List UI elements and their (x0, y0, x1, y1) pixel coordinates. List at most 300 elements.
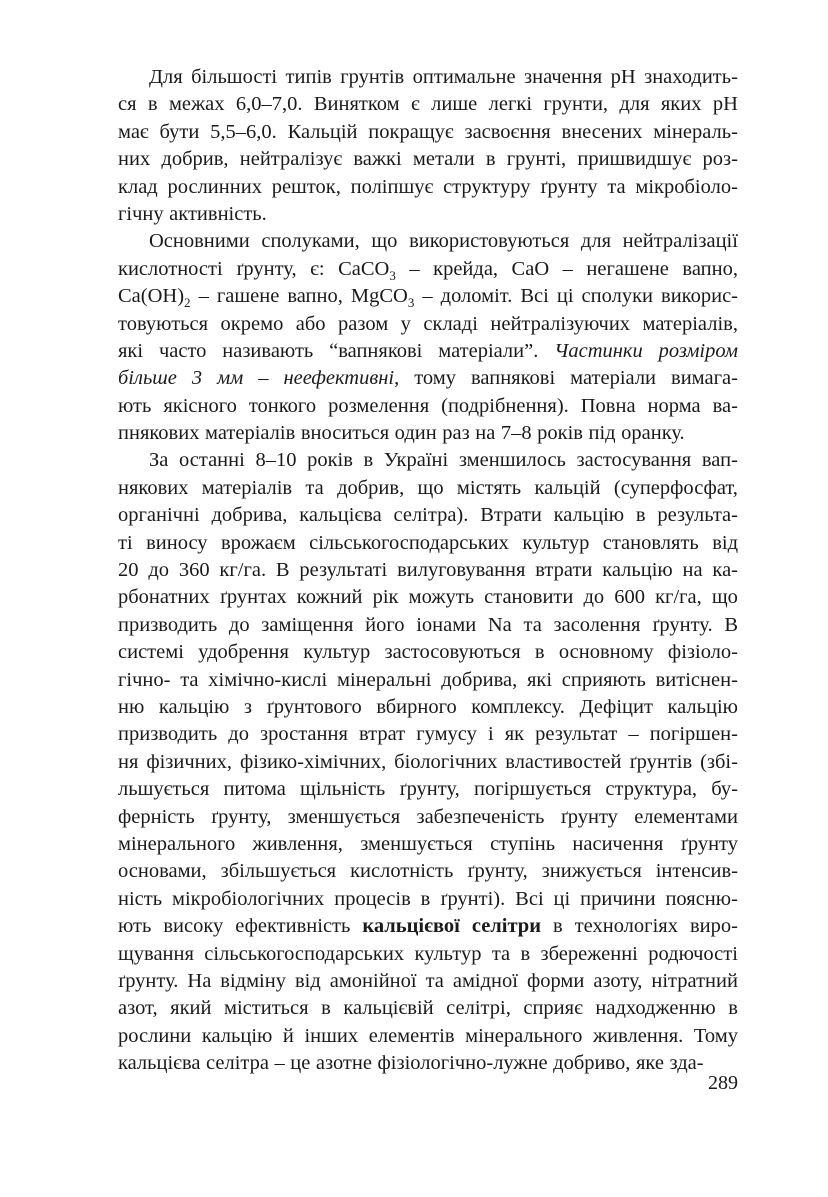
word: засвоєння (464, 120, 551, 143)
word: 20 (118, 559, 139, 582)
word: елементами (634, 805, 738, 828)
word: Повна (580, 394, 636, 417)
word: рослинних (167, 175, 262, 198)
word: тому (414, 367, 457, 390)
word: фізіоло- (667, 641, 738, 664)
word: у (400, 312, 411, 335)
text-line (118, 338, 738, 365)
word: кислотність (350, 860, 454, 883)
word: забезпеченість (416, 805, 545, 828)
text-line (118, 557, 738, 584)
word: (подрібнення). (441, 394, 569, 417)
text-line (118, 968, 738, 995)
word: ють (118, 915, 152, 938)
page-number: 289 (708, 1072, 738, 1094)
word: основами, (118, 860, 207, 883)
word: поясню- (665, 887, 738, 910)
word: сполуками, (261, 230, 360, 253)
word: мінеральні (336, 668, 432, 691)
word: оранку. (621, 422, 685, 445)
word: виносу (146, 531, 208, 554)
word: в (363, 449, 374, 472)
word: 6,0–7,0. (235, 93, 303, 116)
text-line (118, 776, 738, 803)
word: ність (118, 887, 163, 910)
word: це (290, 1052, 311, 1075)
word: які (118, 339, 144, 362)
word: культур (414, 942, 482, 965)
word: більше (118, 367, 177, 390)
word: ці (556, 285, 574, 308)
word: ефективність (235, 915, 351, 938)
word: pH (712, 93, 738, 116)
word: мінерального (465, 1024, 583, 1047)
text-line (118, 804, 738, 831)
word: призводить (118, 613, 218, 636)
word: Для (149, 66, 183, 88)
word: MgCO$_3$ (350, 285, 415, 311)
word: активність. (169, 202, 267, 225)
word: 7–8 (500, 422, 532, 445)
word: грунтів (340, 66, 405, 88)
text-line (118, 995, 738, 1022)
word: добрива, (211, 504, 288, 527)
word: результа- (657, 504, 738, 527)
word: Всі (515, 887, 544, 910)
word: важкі (353, 148, 402, 171)
word: оптимальне (412, 66, 516, 88)
word: ґрунтів (629, 750, 693, 773)
word: решток, (271, 175, 341, 198)
word: роз- (702, 148, 738, 171)
word: в (321, 997, 331, 1020)
word: сприяє (523, 997, 583, 1020)
word: кальцію (158, 695, 230, 718)
word: сільськогосподарських (309, 531, 509, 554)
word: В (275, 559, 290, 582)
word: зменшується (360, 832, 473, 855)
word: значення (524, 66, 603, 88)
word: крейда, (433, 257, 499, 280)
word: CaO (511, 257, 550, 280)
word: легкі (488, 93, 533, 116)
word: результаті (299, 559, 388, 582)
text-line (118, 64, 738, 91)
word: біологічних (394, 750, 498, 773)
word: Україні (383, 449, 449, 472)
word: має (118, 120, 149, 143)
word: останні (179, 449, 245, 472)
word: від (294, 969, 321, 992)
word: до (228, 723, 249, 746)
word: вимага- (671, 367, 738, 390)
paragraph (118, 228, 738, 447)
word: 360 (178, 559, 210, 582)
word: амідної (452, 969, 518, 992)
word: пришвидшує (577, 148, 692, 171)
word: ґрунту (540, 175, 598, 198)
word: 600 (614, 586, 645, 609)
word: його (365, 613, 405, 636)
word: збереженні (540, 942, 638, 965)
word: до (148, 559, 169, 582)
word: процесів (334, 887, 411, 910)
text-line (118, 502, 738, 529)
word: вапнякові (471, 367, 556, 390)
word: в (534, 641, 545, 664)
word: та (523, 613, 542, 636)
word: ґрунті). (440, 887, 506, 910)
word: витіснен- (655, 668, 738, 691)
word: зменшилось (458, 449, 566, 472)
word: викорис- (661, 285, 738, 308)
text-line (118, 941, 738, 968)
text-line (118, 1023, 738, 1050)
word: технологіях (574, 915, 678, 938)
word: зда- (669, 1052, 704, 1075)
word: й (282, 1024, 294, 1047)
word: родючості (648, 942, 738, 965)
word: ню (118, 695, 145, 718)
word: Тому (693, 1024, 738, 1047)
word: 8–10 (255, 449, 297, 472)
word: 3 (191, 367, 203, 390)
word: ґрунтах (219, 586, 287, 609)
word: для (619, 93, 650, 116)
word: ють (118, 394, 152, 417)
word: відміну (220, 969, 286, 992)
word: нейтралізації (622, 230, 738, 253)
word: кг/га, (655, 586, 702, 609)
word: гумусу (416, 723, 477, 746)
word: ці (553, 887, 571, 910)
word: кислотності (118, 257, 223, 280)
word: культур (522, 531, 590, 554)
word: доломіт. (440, 285, 513, 308)
word: та (425, 969, 444, 992)
word: кальцію (201, 1024, 273, 1047)
text-line (118, 201, 738, 228)
word: та (305, 476, 324, 499)
word: органічні (118, 504, 200, 527)
text-line (118, 447, 738, 474)
word: нітратний (651, 969, 738, 992)
word: нейтралізує (239, 148, 343, 171)
word: застосовуються (384, 641, 521, 664)
word: норма (647, 394, 701, 417)
word: кальцію (667, 695, 738, 718)
text-line (118, 1050, 738, 1077)
word: властивостей (505, 750, 622, 773)
word: “вапнякові (329, 339, 423, 362)
word: на (682, 559, 703, 582)
word: комплексу. (471, 695, 565, 718)
word: погіршен- (649, 723, 738, 746)
word: є (411, 93, 420, 116)
word: бу- (711, 778, 738, 801)
word: від (712, 531, 738, 554)
word: кальцію (553, 504, 625, 527)
word: в (728, 997, 738, 1020)
text-line (118, 256, 738, 283)
word: причини (580, 887, 656, 910)
word: форми (526, 969, 585, 992)
word: За (149, 449, 169, 472)
word: ферність (118, 805, 195, 828)
word: кальцій (534, 476, 601, 499)
word: (суперфосфат, (613, 476, 738, 499)
word: міститься (224, 997, 309, 1020)
word: мікробіоло- (635, 175, 738, 198)
word: ня (118, 750, 139, 773)
word: до (583, 586, 605, 609)
word: ґрунту, (399, 778, 460, 801)
word: знаходить- (644, 66, 738, 88)
word: добриво, (553, 1052, 631, 1075)
word: мінераль- (653, 120, 738, 143)
text-line (118, 612, 738, 639)
word: та (180, 668, 199, 691)
word: – (258, 367, 269, 390)
word: структура, (605, 778, 698, 801)
word: зростання (260, 723, 348, 746)
word: кальцієвій (343, 997, 434, 1020)
word: типів (285, 66, 332, 88)
word: та (607, 175, 626, 198)
word: гічно- (118, 668, 171, 691)
word: в (520, 942, 531, 965)
word: ґрунту, (467, 860, 528, 883)
word: вапно, (682, 257, 738, 280)
word: можуть (408, 586, 475, 609)
word: ка- (712, 559, 738, 582)
text-line (118, 913, 738, 940)
word: азоту, (593, 969, 643, 992)
word: Кальцій (287, 120, 358, 143)
word: мм (217, 367, 244, 390)
word: негашене (586, 257, 669, 280)
word: Втрати (480, 504, 542, 527)
word: заміщення (261, 613, 354, 636)
word: товуються (118, 312, 209, 335)
text-line (118, 475, 738, 502)
word: складі (423, 312, 478, 335)
word: амонійної (329, 969, 417, 992)
text-line (118, 639, 738, 666)
word: містять (456, 476, 522, 499)
word: бути (159, 120, 200, 143)
word: врожаєм (220, 531, 296, 554)
word: азот, (118, 997, 158, 1020)
word: матеріалів, (642, 312, 738, 335)
word: як (504, 723, 525, 746)
word: розміром (658, 339, 738, 362)
word: фізико-хімічних, (239, 750, 387, 773)
word: вилуговування (397, 559, 526, 582)
word: рослини (118, 1024, 192, 1047)
word: основному (558, 641, 654, 664)
text-line (118, 228, 738, 255)
text-line (118, 858, 738, 885)
paragraph (118, 64, 738, 228)
word: рбонатних (118, 586, 210, 609)
word: використовуються (409, 230, 570, 253)
word: з (243, 695, 252, 718)
word: виро- (689, 915, 738, 938)
word: добрива, (441, 668, 518, 691)
word: гічну (118, 202, 164, 225)
word: втрат (358, 723, 406, 746)
word: в (485, 148, 496, 171)
text-line (118, 311, 738, 338)
word: на (475, 422, 496, 445)
text-line (118, 283, 738, 310)
word: грунті, (506, 148, 567, 171)
word: щільність (300, 778, 386, 801)
word: розмелення (328, 394, 430, 417)
word: якісного (163, 394, 237, 417)
word: застосування (576, 449, 692, 472)
word: структуру (443, 175, 531, 198)
word: щування (118, 942, 194, 965)
word: – (422, 285, 433, 308)
word: льшується (118, 778, 210, 801)
word: високу (163, 915, 224, 938)
word: яке (635, 1052, 664, 1075)
word: поліпшує (350, 175, 434, 198)
word: матеріали (570, 367, 657, 390)
word: до (228, 613, 250, 636)
word: який (170, 997, 212, 1020)
word: ґрунту (680, 832, 738, 855)
word: Дефіцит (579, 695, 653, 718)
text-line (118, 365, 738, 392)
word: селітра (206, 1052, 269, 1075)
word: кальцієва (118, 1052, 201, 1075)
word: насичення (572, 832, 664, 855)
word: CaCO$_3$ (338, 257, 396, 283)
paragraph (118, 447, 738, 1077)
word: знижується (541, 860, 642, 883)
text-line (118, 420, 738, 447)
word: що (371, 230, 398, 253)
word: разом (338, 312, 389, 335)
word: пнякових (118, 422, 200, 445)
word: надходженню (595, 997, 716, 1020)
word: окремо (220, 312, 284, 335)
word: удобрення (198, 641, 289, 664)
text-line (118, 530, 738, 557)
text-line (118, 886, 738, 913)
word: вап- (701, 449, 738, 472)
word: є: (310, 257, 325, 280)
word: елементів (368, 1024, 455, 1047)
word: що (417, 476, 444, 499)
word: мікробіологічних (171, 887, 325, 910)
word: живлення. (592, 1024, 684, 1047)
text-line (118, 749, 738, 776)
word: втрати (535, 559, 593, 582)
text-line (118, 694, 738, 721)
word: становити (484, 586, 574, 609)
word: ґрунту. (118, 969, 179, 992)
text-line (118, 667, 738, 694)
word: та (491, 942, 511, 965)
word: інтенсив- (655, 860, 738, 883)
word: – (562, 257, 573, 280)
word: питома (223, 778, 286, 801)
word: засолення (553, 613, 641, 636)
word: сільськогосподарських (204, 942, 405, 965)
word: вноситься (300, 422, 390, 445)
word: внесених (561, 120, 643, 143)
word: грунти, (543, 93, 609, 116)
word: нейтралізуючих (490, 312, 631, 335)
text-line (118, 146, 738, 173)
word: в (635, 504, 646, 527)
word: більшості (191, 66, 278, 88)
word: кальцієва (299, 504, 382, 527)
word: 5,5–6,0. (210, 120, 277, 143)
word: фізіологічно-лужне (377, 1052, 548, 1075)
word: селітрі, (446, 997, 511, 1020)
body-text (118, 64, 738, 1077)
text-line (118, 119, 738, 146)
word: призводить (118, 723, 218, 746)
word: збільшується (220, 860, 337, 883)
word: матеріали”. (438, 339, 539, 362)
word: років (307, 449, 353, 472)
word: кг/га. (219, 559, 267, 582)
word: кальцію (602, 559, 673, 582)
word: кальцієвої (362, 915, 460, 938)
word: результат (535, 723, 618, 746)
word: під (588, 422, 616, 445)
word: клад (118, 175, 158, 198)
word: покращує (368, 120, 454, 143)
word: рік (372, 586, 399, 609)
word: живлення, (252, 832, 343, 855)
word: інших (304, 1024, 359, 1047)
word: Винятком (313, 93, 400, 116)
word: лише (431, 93, 478, 116)
word: вапно, (287, 285, 343, 308)
word: фізичних, (146, 750, 233, 773)
word: Na (487, 613, 512, 636)
word: для (580, 230, 612, 253)
word: ґрунту, (210, 805, 272, 828)
word: тонкого (248, 394, 317, 417)
word: сполуки (581, 285, 654, 308)
word: в (553, 915, 563, 938)
word: років (537, 422, 583, 445)
word: мінерального (118, 832, 236, 855)
word: культур (303, 641, 371, 664)
word: добрив, (337, 476, 405, 499)
text-line (118, 393, 738, 420)
word: яких (660, 93, 702, 116)
word: один (394, 422, 437, 445)
word: pH (610, 66, 636, 88)
word: які (526, 668, 553, 691)
text-line (118, 831, 738, 858)
word: метали (412, 148, 475, 171)
word: сприяють (561, 668, 646, 691)
word: раз (442, 422, 470, 445)
word: погіршується (473, 778, 592, 801)
word: що (711, 586, 738, 609)
word: ся (118, 93, 137, 116)
